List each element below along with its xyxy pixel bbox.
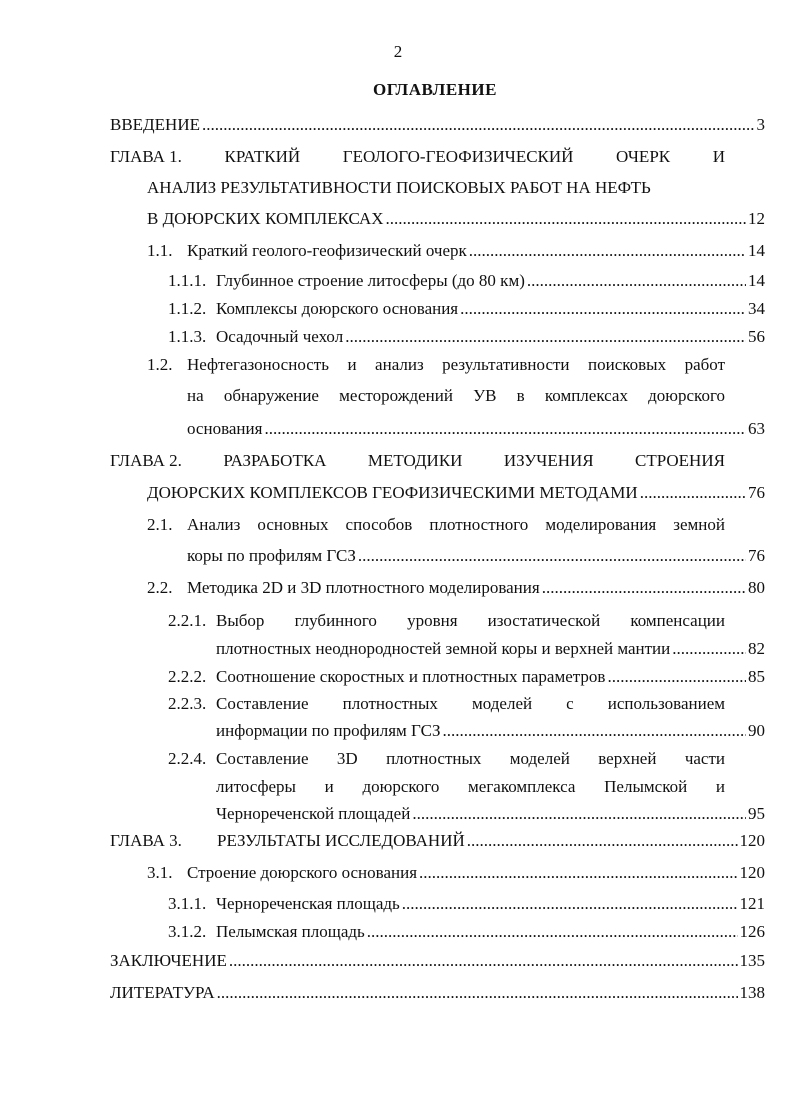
leader-dots — [607, 666, 746, 688]
leader-dots — [202, 114, 755, 136]
chapter-label: ГЛАВА 2. — [110, 451, 182, 470]
leader-dots — [640, 482, 746, 504]
chapter-title-word: РАЗРАБОТКА — [223, 451, 327, 470]
section-number: 3.1.1. — [168, 894, 207, 913]
toc-entry-2-2-1-line2 — [216, 638, 765, 660]
toc-page-number: 63 — [748, 419, 765, 438]
toc-entry-2-2-1-line1[interactable]: Выбор глубинного уровня изостатической компенсации — [216, 611, 725, 630]
chapter-title-word: ОЧЕРК — [616, 147, 671, 166]
toc-entry-chapter-2[interactable] — [110, 450, 725, 472]
section-number: 2.1. — [147, 515, 173, 534]
section-number: 2.2. — [147, 578, 173, 597]
toc-entry-title: ВВЕДЕНИЕ — [110, 115, 200, 134]
toc-entry-title: В ДОЮРСКИХ КОМПЛЕКСАХ — [147, 209, 384, 228]
toc-entry-title: ДОЮРСКИХ КОМПЛЕКСОВ ГЕОФИЗИЧЕСКИМИ МЕТОДАМИ — [147, 483, 638, 502]
page-number: 2 — [393, 42, 403, 61]
toc-entry-2-2-2[interactable] — [168, 666, 765, 688]
toc-page-number: 3 — [756, 115, 765, 134]
toc-page-number: 85 — [748, 667, 765, 686]
toc-entry-1-2-line2: на обнаружение месторождений УВ в комплексах доюрского — [187, 386, 725, 405]
leader-dots — [467, 830, 738, 852]
toc-entry-title: Методика 2D и 3D плотностного моделирования — [187, 578, 540, 597]
toc-entry-chapter-2-line2 — [147, 482, 765, 504]
toc-entry-2-2-4-line1[interactable]: Составление 3D плотностных моделей верхней части — [216, 749, 725, 768]
toc-entry-2-2-3-line2 — [216, 720, 765, 742]
toc-page-number: 14 — [748, 271, 765, 290]
leader-dots — [672, 638, 746, 660]
section-number: 1.1.3. — [168, 327, 207, 346]
toc-entry-1-1-2[interactable] — [168, 298, 765, 320]
chapter-label: ГЛАВА 1. — [110, 147, 182, 166]
toc-entry-1-2-line3 — [187, 418, 765, 440]
toc-entry-2-2-3-line1[interactable]: Составление плотностных моделей с использованием — [216, 694, 725, 713]
toc-page-number: 138 — [739, 983, 765, 1002]
toc-entry-title: ЗАКЛЮЧЕНИЕ — [110, 951, 227, 970]
toc-entry-3-1-2[interactable] — [168, 921, 765, 943]
leader-dots — [217, 982, 738, 1004]
chapter-title-word: ИЗУЧЕНИЯ — [503, 451, 594, 470]
toc-entry-2-2[interactable] — [147, 577, 765, 599]
section-number: 1.1.1. — [168, 271, 207, 290]
toc-page-number: 90 — [748, 721, 765, 740]
toc-page-number: 14 — [748, 241, 765, 260]
leader-dots — [419, 862, 737, 884]
leader-dots — [402, 893, 738, 915]
toc-entry-literature[interactable] — [110, 982, 765, 1004]
leader-dots — [345, 326, 746, 348]
chapter-title-word: СТРОЕНИЯ — [635, 451, 725, 470]
toc-entry-title: Соотношение скоростных и плотностных параметров — [216, 667, 606, 686]
toc-entry-title: коры по профилям ГСЗ — [187, 546, 356, 565]
toc-entry-title: Комплексы доюрского основания — [216, 299, 459, 318]
toc-entry-chapter-1[interactable] — [110, 146, 725, 168]
leader-dots — [229, 950, 738, 972]
leader-dots — [443, 720, 746, 742]
toc-entry-2-1-line2 — [187, 545, 765, 567]
toc-page-number: 120 — [739, 863, 765, 882]
toc-entry-chapter-3[interactable] — [110, 830, 765, 852]
chapter-label: ГЛАВА 3. — [110, 831, 182, 850]
toc-page-number: 95 — [748, 804, 765, 823]
chapter-title-word: КРАТКИЙ — [224, 147, 301, 166]
toc-entry-title: информации по профилям ГСЗ — [216, 721, 441, 740]
toc-page-number: 76 — [748, 546, 765, 565]
section-number: 2.2.4. — [168, 749, 207, 768]
section-number: 1.2. — [147, 355, 173, 374]
leader-dots — [527, 270, 746, 292]
toc-entry-intro[interactable] — [110, 114, 765, 136]
toc-title: ОГЛАВЛЕНИЕ — [373, 80, 497, 99]
toc-page-number: 76 — [748, 483, 765, 502]
leader-dots — [358, 545, 746, 567]
leader-dots — [264, 418, 746, 440]
toc-entry-title: плотностных неоднородностей земной коры и верхней мантии — [216, 639, 671, 658]
section-number: 1.1. — [147, 241, 173, 260]
toc-entry-chapter-1-line2: АНАЛИЗ РЕЗУЛЬТАТИВНОСТИ ПОИСКОВЫХ РАБОТ НА НЕФТЬ — [147, 178, 651, 197]
toc-entry-2-2-4-line2: литосферы и доюрского мегакомплекса Пелымской и — [216, 777, 725, 796]
leader-dots — [469, 240, 746, 262]
chapter-title-word: И — [712, 147, 725, 166]
toc-page-number: 12 — [748, 209, 765, 228]
toc-entry-title: Строение доюрского основания — [187, 863, 418, 882]
toc-entry-2-1-line1[interactable]: Анализ основных способов плотностного моделирования земной — [187, 515, 725, 534]
toc-entry-title: ЛИТЕРАТУРА — [110, 983, 215, 1002]
toc-entry-title: Краткий геолого-геофизический очерк — [187, 241, 467, 260]
toc-entry-3-1[interactable] — [147, 862, 765, 884]
toc-entry-title: основания — [187, 419, 263, 438]
section-number: 3.1.2. — [168, 922, 207, 941]
toc-page-number: 120 — [739, 831, 765, 850]
toc-entry-1-1-3[interactable] — [168, 326, 765, 348]
chapter-title-word: ГЕОЛОГО-ГЕОФИЗИЧЕСКИЙ — [342, 147, 574, 166]
toc-page-number: 82 — [748, 639, 765, 658]
toc-page-number: 135 — [739, 951, 765, 970]
toc-entry-3-1-1[interactable] — [168, 893, 765, 915]
toc-entry-title: РЕЗУЛЬТАТЫ ИССЛЕДОВАНИЙ — [217, 831, 465, 850]
toc-entry-2-2-4-line3 — [216, 803, 765, 825]
toc-entry-title: Чернореченской площадей — [216, 804, 411, 823]
chapter-title-word: МЕТОДИКИ — [367, 451, 463, 470]
toc-entry-1-1[interactable] — [147, 240, 765, 262]
section-number: 2.2.3. — [168, 694, 207, 713]
toc-entry-conclusion[interactable] — [110, 950, 765, 972]
toc-page-number: 121 — [739, 894, 765, 913]
leader-dots — [460, 298, 746, 320]
section-number: 2.2.2. — [168, 667, 207, 686]
toc-page-number: 80 — [748, 578, 765, 597]
toc-page-number: 56 — [748, 327, 765, 346]
toc-page-number: 34 — [748, 299, 765, 318]
toc-entry-title: Осадочный чехол — [216, 327, 344, 346]
leader-dots — [412, 803, 746, 825]
section-number: 1.1.2. — [168, 299, 207, 318]
toc-entry-title: Чернореченская площадь — [216, 894, 400, 913]
section-number: 2.2.1. — [168, 611, 207, 630]
leader-dots — [542, 577, 746, 599]
toc-entry-1-2-line1[interactable]: Нефтегазоносность и анализ результативности поисковых работ — [187, 355, 725, 374]
leader-dots — [386, 208, 746, 230]
toc-entry-chapter-1-line3 — [147, 208, 765, 230]
toc-entry-1-1-1[interactable] — [168, 270, 765, 292]
section-number: 3.1. — [147, 863, 173, 882]
toc-entry-title: Пелымская площадь — [216, 922, 365, 941]
leader-dots — [367, 921, 738, 943]
toc-page-number: 126 — [739, 922, 765, 941]
toc-entry-title: Глубинное строение литосферы (до 80 км) — [216, 271, 525, 290]
